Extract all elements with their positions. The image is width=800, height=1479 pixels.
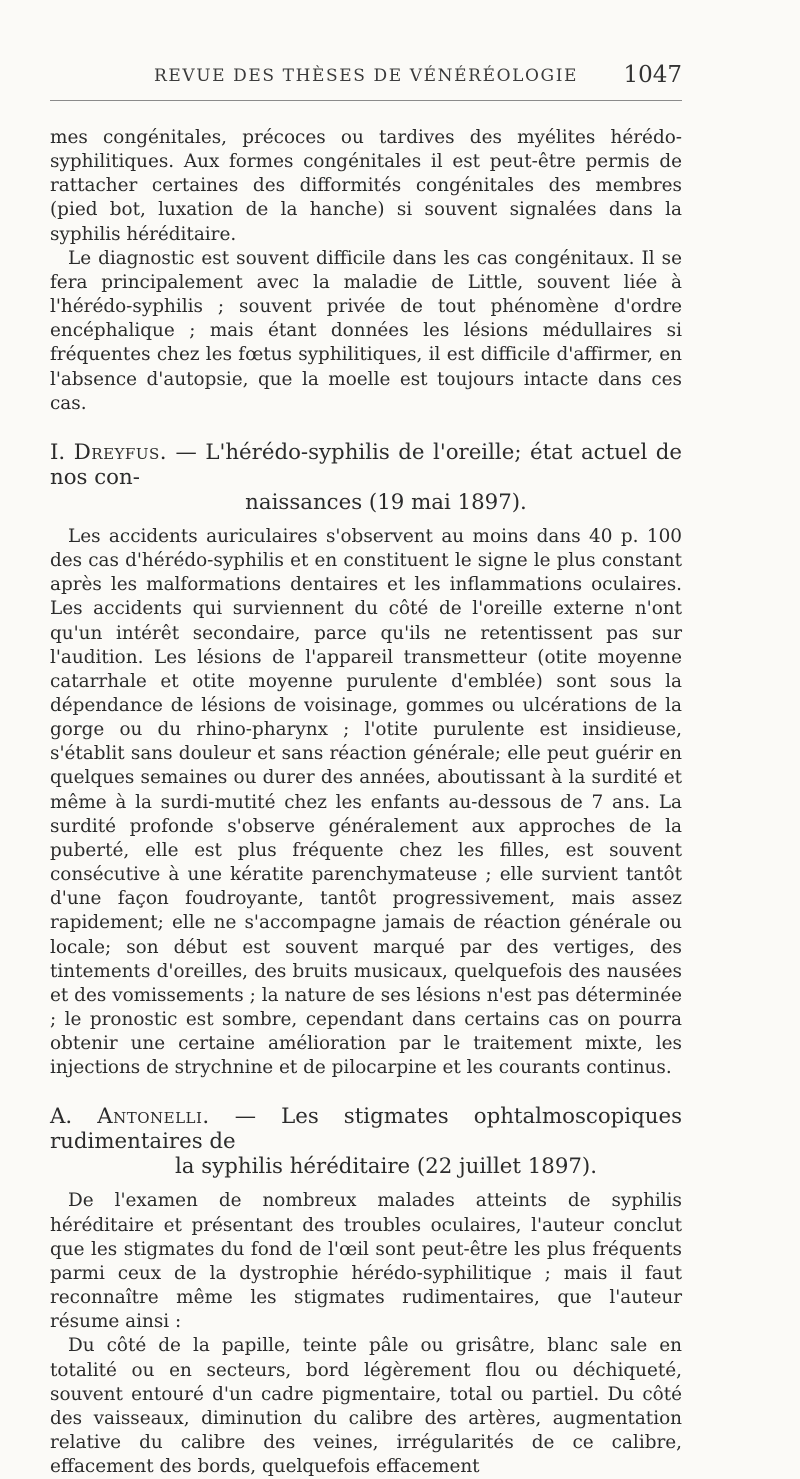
entry-title-line2: naissances (19 mai 1897).: [245, 489, 527, 515]
entry-heading-antonelli: [50, 1104, 682, 1179]
body-text: [50, 126, 682, 1479]
entry-title-line2: la syphilis héréditaire (22 juillet 1897).: [174, 1154, 598, 1180]
running-title: REVUE DES THÈSES DE VÉNÉRÉOLOGIE: [153, 66, 579, 86]
paragraph: mes congénitales, précoces ou tardives des myélites hérédo-syphilitiques. Aux formes congénitales il est peut-être permis de rattacher certaines des difformités congénitales des membres (pied bot, luxation de la hanche) si souvent signalées dans la syphilis héréditaire.: [50, 127, 682, 245]
entry-author: Antonelli.: [97, 1104, 210, 1130]
entry-initial: I.: [50, 439, 74, 465]
paragraph: Du côté de la papille, teinte pâle ou grisâtre, blanc sale en totalité ou en secteurs, bord légèrement flou ou déchiqueté, souvent entouré d'un cadre pigmentaire, total ou partiel. Du côté des vaisseaux, diminution du calibre des artères, augmentation relative du calibre des veines, irrégularités de ce calibre, effacement des bords, quelquefois effacement: [50, 1335, 682, 1478]
entry-heading-dreyfus: [50, 440, 682, 515]
paragraph: Le diagnostic est souvent difficile dans les cas congénitaux. Il se fera principalement avec la maladie de Little, souvent liée à l'hérédo-syphilis ; souvent privée de tout phénomène d'ordre encéphalique ; mais étant données les lésions médullaires si fréquentes chez les fœtus syphilitiques, il est difficile d'affirmer, en l'absence d'autopsie, que la moelle est toujours intacte dans ces cas.: [50, 247, 682, 414]
page-number: 1047: [623, 62, 682, 88]
entry-title-line1: — L'hérédo-syphilis de l'oreille; état actuel de nos con-: [50, 439, 683, 490]
entry-title-line1: — Les stigmates ophtalmoscopiques rudimentaires de: [50, 1104, 683, 1155]
paragraph: De l'examen de nombreux malades atteints de syphilis héréditaire et présentant des troubles oculaires, l'auteur conclut que les stigmates du fond de l'œil sont peut-être les plus fréquents parmi ceux de la dystrophie hérédo-syphilitique ; mais il faut reconnaître même les stigmates rudimentaires, que l'auteur résume ainsi :: [50, 1190, 682, 1333]
entry-author: Dreyfus.: [73, 439, 168, 465]
paragraph: Les accidents auriculaires s'observent au moins dans 40 p. 100 des cas d'hérédo-syphilis et en constituent le signe le plus constant après les malformations dentaires et les inflammations oculaires. Les accidents qui surviennent du côté de l'oreille externe n'ont qu'un intérêt secondaire, parce qu'ils ne retentissent pas sur l'audition. Les lésions de l'appareil transmetteur (otite moyenne catarrhale et otite moyenne purulente d'emblée) sont sous la dépendance de lésions de voisinage, gommes ou ulcérations de la gorge ou du rhino-pharynx ; l'otite purulente est insidieuse, s'établit sans douleur et sans réaction générale; elle peut guérir en quelques semaines ou durer des années, aboutissant à la surdité et même à la surdi-mutité chez les enfants au-dessous de 7 ans. La surdité profonde s'observe généralement aux approches de la puberté, elle est plus fréquente chez les filles, est souvent consécutive à une kératite parenchymateuse ; elle survient tantôt d'une façon foudroyante, tantôt progressivement, mais assez rapidement; elle ne s'accompagne jamais de réaction générale ou locale; son début est souvent marqué par des vertiges, des tintements d'oreilles, des bruits musicaux, quelquefois des nausées et des vomissements ; la nature de ses lésions n'est pas déterminée ; le pronostic est sombre, cependant dans certains cas on pourra obtenir une certaine amélioration par le traitement mixte, les injections de strychnine et de pilocarpine et les courants continus.: [50, 525, 682, 1079]
page-header: [50, 64, 682, 101]
entry-initial: A.: [50, 1104, 98, 1130]
